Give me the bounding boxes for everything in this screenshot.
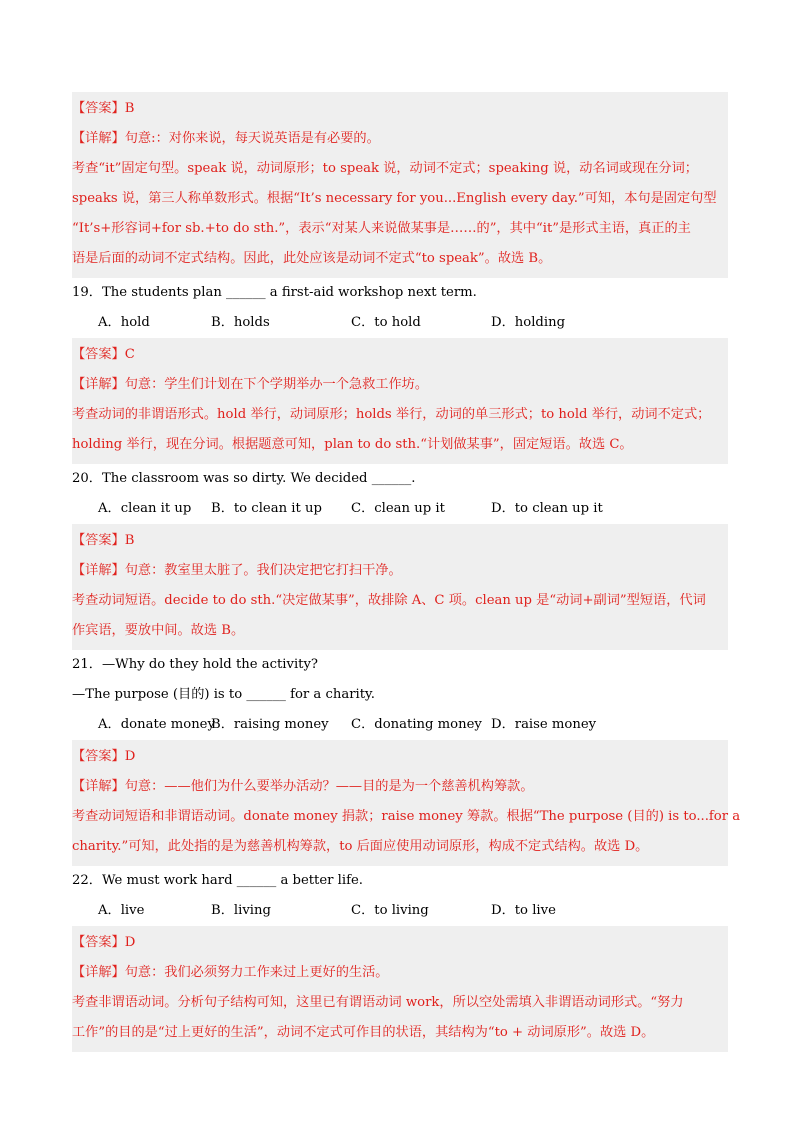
q21-option-b: B．raising money [211, 717, 329, 732]
q22-detail-line: 考查非谓语动词。分析句子结构可知，这里已有谓语动词 work，所以空处需填入非谓语动词形式。“努力 [72, 995, 684, 1010]
q20-detail-line: 考查动词短语。decide to do sth.“决定做某事”，故排除 A、C 项。clean up 是“动词+副词”型短语，代词 [72, 593, 706, 608]
q18-answer-block [72, 92, 728, 278]
q19-option-a: A．hold [98, 315, 150, 330]
q19-question: 19．The students plan ______ a first-aid workshop next term. [72, 285, 477, 300]
q20-question: 20．The classroom was so dirty. We decided ______. [72, 471, 416, 486]
q18-detail-line: 【详解】句意:：对你来说，每天说英语是有必要的。 [72, 131, 380, 146]
q19-option-b: B．holds [211, 315, 270, 330]
q20-options [72, 494, 728, 524]
q22-question: 22．We must work hard ______ a better life. [72, 873, 363, 888]
q22-option-c: C．to living [351, 903, 429, 918]
q21-detail-line: 考查动词短语和非谓语动词。donate money 捐款；raise money 筹款。根据“The purpose (目的) is to...for a [72, 809, 741, 824]
q22-option-d: D．to live [491, 903, 556, 918]
q19-option-c: C．to hold [351, 315, 421, 330]
q22-option-a: A．live [98, 903, 145, 918]
q19-option-d: D．holding [491, 315, 566, 330]
q19-answer-block [72, 338, 728, 464]
q21-options [72, 710, 728, 740]
q21-detail-line: charity.”可知，此处指的是为慈善机构筹款，to 后面应使用动词原形，构成不定式结构。故选 D。 [72, 839, 649, 854]
q22-detail-line: 工作”的目的是“过上更好的生活”，动词不定式可作目的状语，其结构为“to + 动词原形”。故选 D。 [72, 1025, 655, 1040]
q21-option-d: D．raise money [491, 717, 597, 732]
q20-option-d: D．to clean up it [491, 501, 603, 516]
q18-detail-line: 语是后面的动词不定式结构。因此，此处应该是动词不定式“to speak”。故选 B。 [72, 251, 552, 266]
q18-detail-line: 考查“it”固定句型。speak 说，动词原形；to speak 说，动词不定式；speaking 说，动名词或现在分词； [72, 161, 698, 176]
q22-answer-block [72, 926, 728, 1052]
q20-option-b: B．to clean it up [211, 501, 322, 516]
q21-option-a: A．donate money [98, 717, 215, 732]
q19-answer: 【答案】C [72, 347, 135, 362]
q20-detail-line: 【详解】句意：教室里太脏了。我们决定把它打扫干净。 [72, 563, 402, 578]
q21-option-c: C．donating money [351, 717, 482, 732]
q19-detail-line: holding 举行，现在分词。根据题意可知，plan to do sth.“计划做某事”，固定短语。故选 C。 [72, 437, 633, 452]
q20-option-a: A．clean it up [98, 501, 192, 516]
q22-detail-line: 【详解】句意：我们必须努力工作来过上更好的生活。 [72, 965, 389, 980]
q20-option-c: C．clean up it [351, 501, 445, 516]
q18-detail-line: “It’s+形容词+for sb.+to do sth.”，表示“对某人来说做某事是……的”，其中“it”是形式主语，真正的主 [72, 221, 691, 236]
q21-answer: 【答案】D [72, 749, 136, 764]
q18-answer: 【答案】B [72, 101, 135, 116]
q20-answer: 【答案】B [72, 533, 135, 548]
q20-answer-block [72, 524, 728, 650]
q19-options [72, 308, 728, 338]
q21-detail-line: 【详解】句意：——他们为什么要举办活动？——目的是为一个慈善机构筹款。 [72, 779, 534, 794]
q21-answer-block [72, 740, 741, 866]
exam-page [72, 92, 741, 1052]
q22-answer: 【答案】D [72, 935, 136, 950]
q20-detail-line: 作宾语，要放中间。故选 B。 [72, 623, 245, 638]
q22-options [72, 896, 728, 926]
q19-detail-line: 【详解】句意：学生们计划在下个学期举办一个急救工作坊。 [72, 377, 429, 392]
q19-detail-line: 考查动词的非谓语形式。hold 举行，动词原形；holds 举行，动词的单三形式；to hold 举行，动词不定式； [72, 407, 711, 422]
q21-question-reply: —The purpose (目的) is to ______ for a charity. [72, 687, 375, 702]
q18-detail-line: speaks 说，第三人称单数形式。根据“It’s necessary for you...English every day.”可知，本句是固定句型 [72, 191, 717, 206]
q21-question: 21．—Why do they hold the activity? [72, 657, 318, 672]
q22-option-b: B．living [211, 903, 271, 918]
